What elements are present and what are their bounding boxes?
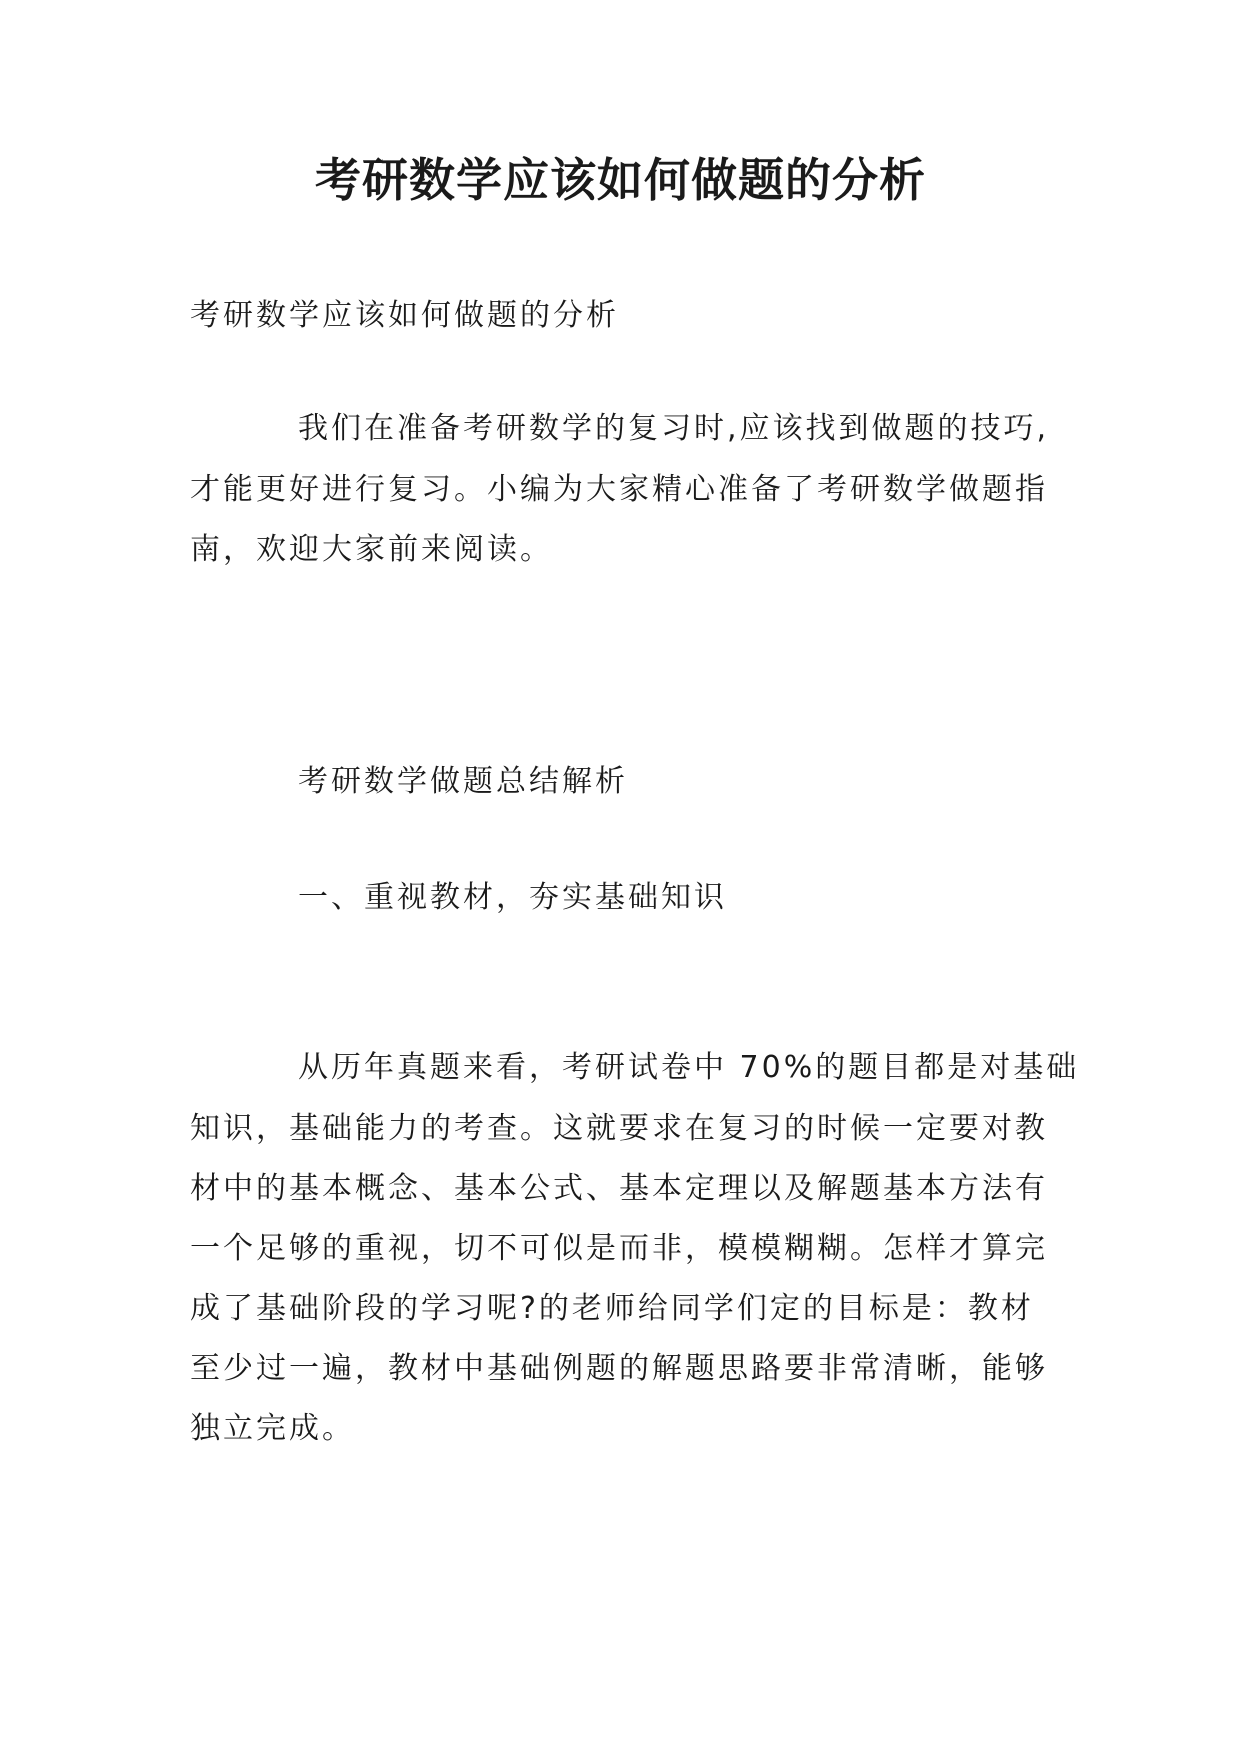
body-line: 从历年真题来看，考研试卷中 70%的题目都是对基础 <box>298 1050 1080 1085</box>
body-line: 一个足够的重视，切不可似是而非，模模糊糊。怎样才算完 <box>190 1231 1048 1266</box>
intro-line: 我们在准备考研数学的复习时,应该找到做题的技巧, <box>298 411 1050 446</box>
body-line: 成了基础阶段的学习呢?的老师给同学们定的目标是：教材 <box>190 1291 1034 1326</box>
body-line: 材中的基本概念、基本公式、基本定理以及解题基本方法有 <box>190 1171 1048 1206</box>
body-line: 至少过一遍，教材中基础例题的解题思路要非常清晰，能够 <box>190 1351 1048 1386</box>
section-heading: 考研数学做题总结解析 <box>298 764 628 799</box>
intro-line: 才能更好进行复习。小编为大家精心准备了考研数学做题指 <box>190 472 1048 507</box>
point-heading: 一、重视教材，夯实基础知识 <box>298 880 727 915</box>
body-line: 独立完成。 <box>190 1411 355 1446</box>
intro-line: 南，欢迎大家前来阅读。 <box>190 532 553 567</box>
document-subtitle: 考研数学应该如何做题的分析 <box>190 298 619 333</box>
document-title: 考研数学应该如何做题的分析 <box>315 153 926 207</box>
body-line: 知识，基础能力的考查。这就要求在复习的时候一定要对教 <box>190 1111 1048 1146</box>
